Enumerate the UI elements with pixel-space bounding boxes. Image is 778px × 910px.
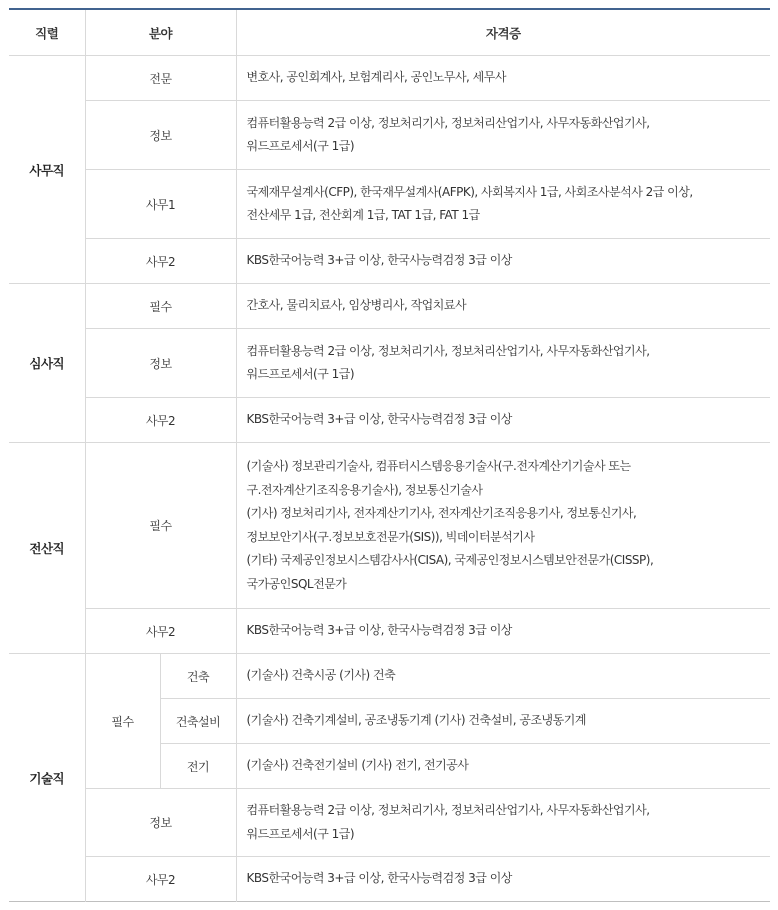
cert-line: 간호사, 물리치료사, 임상병리사, 작업치료사 [246, 298, 467, 313]
cert-line: 컴퓨터활용능력 2급 이상, 정보처리기사, 정보처리산업기사, 사무자동화산업기사, [246, 115, 650, 130]
cert-line: 변호사, 공인회계사, 보험계리사, 공인노무사, 세무사 [246, 70, 506, 85]
cert-line: (기사) 정보처리기사, 전자계산기기사, 전자계산기조직응용기사, 정보통신기사, [246, 506, 637, 520]
cert-line: KBS한국어능력 3+급 이상, 한국사능력검정 3급 이상 [246, 623, 512, 638]
table-row [9, 654, 770, 699]
cert-line: 컴퓨터활용능력 2급 이상, 정보처리기사, 정보처리산업기사, 사무자동화산업기사, [246, 343, 650, 358]
cert-line: KBS한국어능력 3+급 이상, 한국사능력검정 3급 이상 [246, 412, 512, 427]
header-field: 분야 [85, 9, 236, 56]
cert-cell [236, 284, 770, 329]
cert-line: (기타) 국제공인정보시스템감사사(CISA), 국제공인정보시스템보안전문가(CISSP), [246, 553, 654, 567]
cert-line: (기술사) 정보관리기술사, 컴퓨터시스템응용기술사(구.전자계산기기술사 또는 [246, 459, 631, 473]
subfield-cell: 전기 [160, 744, 236, 789]
field-cell: 정보 [85, 101, 236, 170]
cert-cell [236, 398, 770, 443]
cert-line: 전산세무 1급, 전산회계 1급, TAT 1급, FAT 1급 [246, 208, 480, 222]
cert-cell [236, 654, 770, 699]
table-row [9, 789, 770, 857]
table-row [9, 329, 770, 398]
field-cell: 사무2 [85, 398, 236, 443]
subfield-cell: 건축 [160, 654, 236, 699]
cert-line: 국제재무설계사(CFP), 한국재무설계사(AFPK), 사회복지사 1급, 사회조사분석사 2급 이상, [246, 184, 693, 199]
cert-cell [236, 170, 770, 239]
header-series: 직렬 [9, 9, 85, 56]
table-row [9, 284, 770, 329]
table-row [9, 56, 770, 101]
field-cell: 전문 [85, 56, 236, 101]
cert-cell [236, 329, 770, 398]
field-cell: 사무2 [85, 609, 236, 654]
cert-cell [236, 443, 770, 609]
field-cell: 사무1 [85, 170, 236, 239]
header-row [9, 9, 770, 56]
certificate-table [9, 8, 770, 902]
series-tech: 기술직 [9, 654, 85, 902]
table-row [9, 239, 770, 284]
cert-cell [236, 239, 770, 284]
header-certificate: 자격증 [236, 9, 770, 56]
cert-cell [236, 699, 770, 744]
cert-cell [236, 789, 770, 857]
cert-line: KBS한국어능력 3+급 이상, 한국사능력검정 3급 이상 [246, 253, 512, 268]
cert-line: 컴퓨터활용능력 2급 이상, 정보처리기사, 정보처리산업기사, 사무자동화산업기사, [246, 803, 650, 817]
cert-cell [236, 744, 770, 789]
field-cell: 필수 [85, 284, 236, 329]
table-row [9, 443, 770, 609]
cert-line: 구.전자계산기조직응용기술사), 정보통신기술사 [246, 482, 483, 497]
field-cell: 정보 [85, 789, 236, 857]
cert-line: (기술사) 건축전기설비 (기사) 전기, 전기공사 [246, 758, 469, 773]
field-cell: 사무2 [85, 857, 236, 902]
cert-line: (기술사) 건축시공 (기사) 건축 [246, 668, 396, 683]
cert-cell [236, 857, 770, 902]
field-cell: 사무2 [85, 239, 236, 284]
cert-line: (기술사) 건축기계설비, 공조냉동기계 (기사) 건축설비, 공조냉동기계 [246, 713, 586, 728]
cert-line: 국가공인SQL전문가 [246, 576, 347, 591]
cert-cell [236, 609, 770, 654]
field-cell: 필수 [85, 443, 236, 609]
table-row [9, 398, 770, 443]
table-row [9, 857, 770, 902]
cert-line: 워드프로세서(구 1급) [246, 826, 355, 841]
table-row [9, 101, 770, 170]
field-cell: 필수 [85, 654, 160, 789]
table-row [9, 609, 770, 654]
series-review: 심사직 [9, 284, 85, 443]
table-row [9, 170, 770, 239]
cert-line: KBS한국어능력 3+급 이상, 한국사능력검정 3급 이상 [246, 871, 512, 886]
cert-cell [236, 56, 770, 101]
field-cell: 정보 [85, 329, 236, 398]
series-office: 사무직 [9, 56, 85, 284]
cert-line: 워드프로세서(구 1급) [246, 367, 355, 381]
subfield-cell: 건축설비 [160, 699, 236, 744]
cert-line: 워드프로세서(구 1급) [246, 139, 355, 153]
cert-cell [236, 101, 770, 170]
cert-line: 정보보안기사(구.정보보호전문가(SIS)), 빅데이터분석기사 [246, 529, 535, 544]
series-it: 전산직 [9, 443, 85, 654]
